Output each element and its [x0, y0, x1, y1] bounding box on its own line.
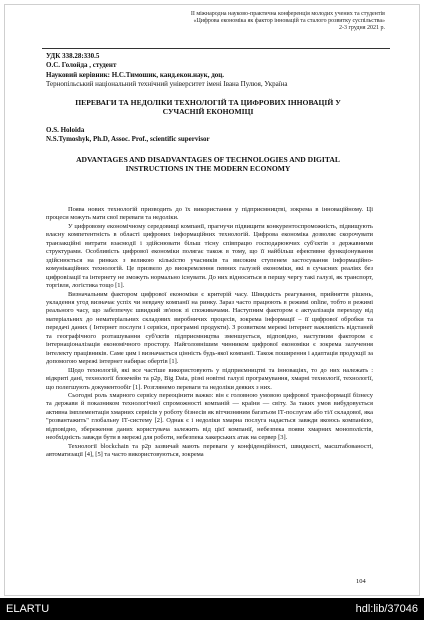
author-meta [46, 52, 288, 90]
page-number: 104 [356, 578, 366, 585]
author-uk: О.С. Голойда , студент [46, 61, 117, 70]
conference-line-2: «Цифрова економіка як фактор інновацій та сталого розвитку суспільства» [193, 18, 385, 25]
paragraph-intro: Поява нових технологій призводить до їх використання у підприємництві, зокрема в інноваційному. Ці процеси можуть мати свої переваги та недоліки. [46, 206, 373, 222]
conference-header [125, 11, 385, 33]
article-body [46, 206, 373, 460]
title-en-line-1: ADVANTAGES AND DISADVANTAGES OF TECHNOLOGIES AND DIGITAL [76, 155, 340, 164]
conference-date: 2-3 грудня 2021 р. [338, 25, 385, 32]
title-uk-line-1: ПЕРЕВАГИ ТА НЕДОЛІКИ ТЕХНОЛОГІЙ ТА ЦИФРОВИХ ІННОВАЦІЙ У [75, 98, 341, 107]
university-uk: Тернопільський національний технічний університет імені Івана Пулюя, Україна [46, 80, 288, 89]
title-uk-line-2: СУЧАСНІЙ ЕКОНОМІЦІ [162, 107, 254, 117]
conference-line-1: II міжнародна науково-практична конференція молодих учених та студентів [190, 11, 385, 17]
paragraph-digital-economy: У цифровому економічному середовищі компанії, прагнучи підвищити конкурентоспроможність, підвищують власну компетентність в області цифрових інформаційних технологій. Цифрова економіка дозволяє скорочувати транзакційні витрати взаємодії і здійснювати більш тісну співпрацю господарюючих суб'єктів з державними структурами. Особливість цифрової економіки полягає також в тому, що її найбільш ефективне функціонування здійснюється на ринках з великою кількістю учасників та високим ступенем застосування інформаційно-комунікаційних технологій. Це призвело до виокремлення певних галузей економіки, які в сучасних реаліях без цифровізації та інтернету не зможуть нормально існувати. До них відносяться в першу чергу такі галузі, як транспорт, торгівля, логістика тощо [1]. [46, 222, 373, 290]
paragraph-technologies: Щодо технологій, які все частіше використовують у підприємництві та інноваціях, то до них належать : відкриті дані, технології блокчейн та р2р, Big Data, різні новітні галузі програмування, хмарні технології, технології, що полегшують документообіг [1]. Розглянемо переваги та недоліки деяких з них. [46, 366, 373, 391]
author-en: O.S. Holoida [46, 126, 85, 134]
title-en-line-2: INSTRUCTIONS IN THE MODERN ECONOMY [125, 164, 291, 174]
authors-en [46, 126, 210, 145]
title-uk [48, 98, 368, 117]
paragraph-time-factor: Визначальним фактором цифрової економіки є критерій часу. Швидкість реагування, прийняття рішень, укладення угод визначає успіх чи невдачу компанії на ринку. Зараз часто працюють в режимі online, тобто в режимі реального часу, що забезпечує швидкий зв'язок зі споживачами. Наступним фактором є актуалізація переходу від матеріальних до нематеріальних складових виробничих процесів, зокрема інформації – її цифрової обробки та передачі даних ( Інтернет послуги і сервіси, програмні продукти). З розвитком мережі інтернет важливість відстаней та географічного розташування суб'єктів підприємництва зменшується, відповідно, наступним фактором є інтернаціоналізація економічного простору. Найголовнішим чинником цифрової економіки є зокрема залучення інтелекту працівників. Саме цим і визначається цінність будь-якої компанії. Також поширення і адаптація продукції за допомогою мережі інтернет набирає обертів [1]. [46, 290, 373, 366]
footer-handle-label: hdl:lib/37046 [355, 603, 418, 615]
udc-code: УДК 338.28:330.5 [46, 52, 100, 60]
footer-bar [0, 598, 424, 620]
supervisor-en: N.S.Tymoshyk, Ph.D, Assoc. Prof., scientific supervisor [46, 135, 210, 144]
header-divider [42, 48, 390, 49]
footer-repository-label: ELARTU [6, 603, 50, 615]
paragraph-blockchain: Технології blockchain та р2р зазвичай мають переваги у конфіденційності, швидкості, масштабованості, автоматизації [4], [5] та часто використовуються, зокрема [46, 442, 373, 459]
supervisor-uk: Науковий керівник: Н.С.Тимошик, канд.екон.наук, доц. [46, 70, 225, 79]
paragraph-cloud: Сьогодні роль хмарного сервісу переоцінити важко: він є головною умовою цифрової трансформації бізнесу та держави й показником технологічної спроможності компаній — країни — світу. За таких умов вибудовується активна імплементація хмарних сервісів у роботу бізнесів як вітчизняним багатьом ІТ-послугам або ті/ї складової, яка "розвантажить" глобальну ІТ-систему [2]. Однак є і недоліки хмарна послуга надається завжди якоюсь компанією, відповідно, збереження даних користувача залежить від цієї компанії, небезпека появи хмарних монополістів, необхідність завжди бути в мережі для роботи, небезпека хакерських атак на сервер [3]. [46, 391, 373, 442]
title-en [48, 155, 368, 174]
